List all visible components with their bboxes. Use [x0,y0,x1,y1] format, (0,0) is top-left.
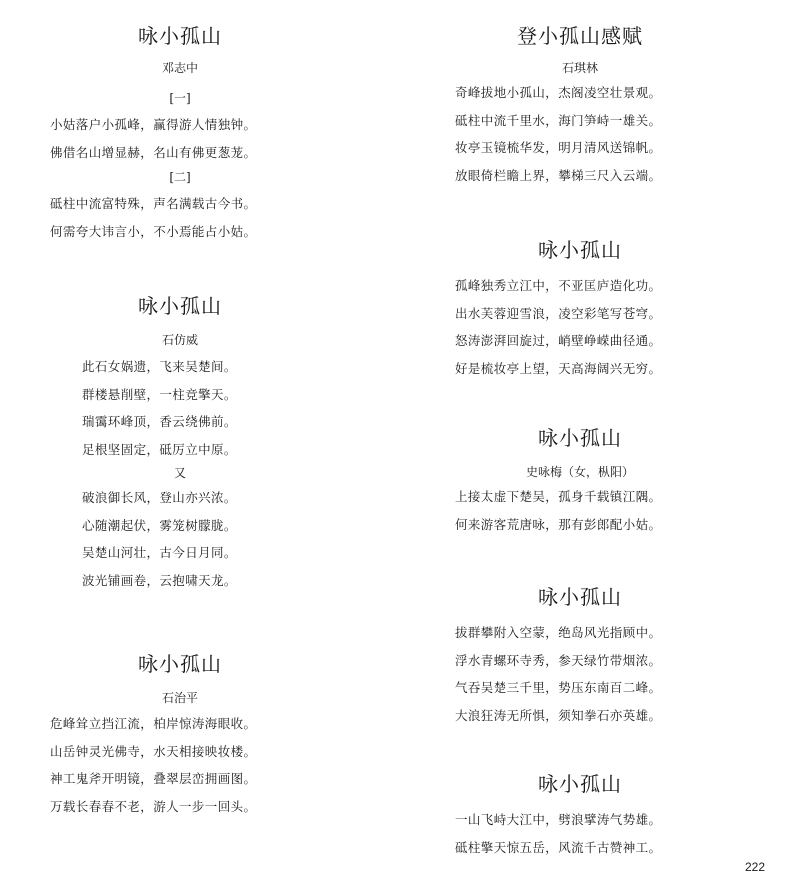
poem-line: 吴楚山河壮，古今日月同。 [82,545,237,560]
poem-line: 一山飞峙大江中，劈浪擘涛气势雄。 [455,812,662,827]
poem-line: 心随潮起伏，雾笼树朦胧。 [82,517,237,533]
poem-line: 怒涛澎湃回旋过，峭壁峥嵘曲径通。 [455,333,662,348]
poem-line: 浮水青螺环寺秀，参天绿竹带烟浓。 [455,652,662,668]
poem-title: 咏小孤山 [538,426,622,450]
poem-line: 波光铺画卷，云抱啸天龙。 [82,572,237,588]
poem-line: 气吞吴楚三千里，势压东南百二峰。 [455,680,662,695]
poem-line: 神工鬼斧开明镜，叠翠层峦拥画图。 [50,771,257,786]
section-label: [二] [169,170,191,184]
poem-author: 邓志中 [161,61,198,75]
poem-line: 何需夸大讳言小，不小焉能占小姑。 [50,223,257,239]
poem-shi-yongmei [455,424,705,538]
poem-line: 拔群攀附入空蒙，绝岛风光指顾中。 [455,625,662,640]
poem-line: 破浪御长风，登山亦兴浓。 [82,490,237,505]
poem-shi-zhiping [50,650,310,820]
poem-line: 万载长春春不老，游人一步一回头。 [50,798,257,814]
poem-line: 危峰耸立挡江流，柏岸惊涛海眼收。 [50,716,257,731]
poem-line: 奇峰拔地小孤山，杰阁凌空壮景观。 [455,85,662,100]
poem-line: 瑞霭环峰顶，香云绕佛前。 [82,414,237,429]
poem-line: 大浪狂涛无所惧，须知拳石亦英雄。 [455,707,662,723]
poem-line: 好是梳妆亭上望，天高海阔兴无穷。 [455,360,662,376]
section-label: [一] [169,91,191,105]
poem-line: 砥柱中流千里水，海门笋峙一雄关。 [455,112,662,128]
poem-untitled-author-3 [455,770,705,861]
poem-line: 足根坚固定，砥厉立中原。 [82,441,237,457]
page-number: 222 [745,860,766,874]
poem-line: 砥柱中流富特殊，声名满载古今书。 [50,196,257,211]
poem-author: 石仿威 [161,333,198,347]
poem-author: 石治平 [161,691,198,705]
poem-line: 孤峰独秀立江中，不亚匡庐造化功。 [455,278,662,293]
poem-title: 咏小孤山 [538,772,622,796]
poem-line: 此石女娲遗，飞来吴楚间。 [82,359,237,374]
poem-title: 咏小孤山 [138,294,222,318]
poem-line: 砥柱擎天惊五岳，风流千古赞神工。 [455,839,662,855]
poem-title: 咏小孤山 [538,238,622,262]
poem-line: 小姑落户小孤峰，赢得游人情独钟。 [50,117,257,132]
poem-author: 石琪林 [561,61,598,75]
poem-title: 咏小孤山 [138,652,222,676]
poem-title: 登小孤山感赋 [517,24,643,48]
section-label: 又 [173,466,186,480]
poem-line: 山岳钟灵光佛寺，水天相接映妆楼。 [50,743,257,759]
poem-title: 咏小孤山 [538,585,622,609]
poem-line: 放眼倚栏瞻上界，攀梯三尺入云端。 [455,167,662,183]
poem-line: 出水芙蓉迎雪浪，凌空彩笔写苍穹。 [455,305,662,321]
poem-deng-zhizhong [50,22,310,245]
poem-untitled-author-2 [455,583,705,729]
poem-line: 群楼悬削壁，一柱竞擎天。 [82,386,237,402]
poem-shi-fangwei [50,292,310,594]
poem-line: 上接太虚下楚吴，孤身千载镇江隅。 [455,489,662,504]
poem-line: 佛借名山增显赫，名山有佛更葱茏。 [50,144,257,160]
poem-shi-qilin [455,22,705,189]
poem-line: 妆亭玉镜梳华发，明月清风送锦帆。 [455,140,662,155]
poem-title: 咏小孤山 [138,24,222,48]
poem-untitled-author-1 [455,236,705,382]
poem-line: 何来游客荒唐咏，那有彭郎配小姑。 [455,516,662,532]
poem-author: 史咏梅（女，枞阳） [525,465,634,479]
